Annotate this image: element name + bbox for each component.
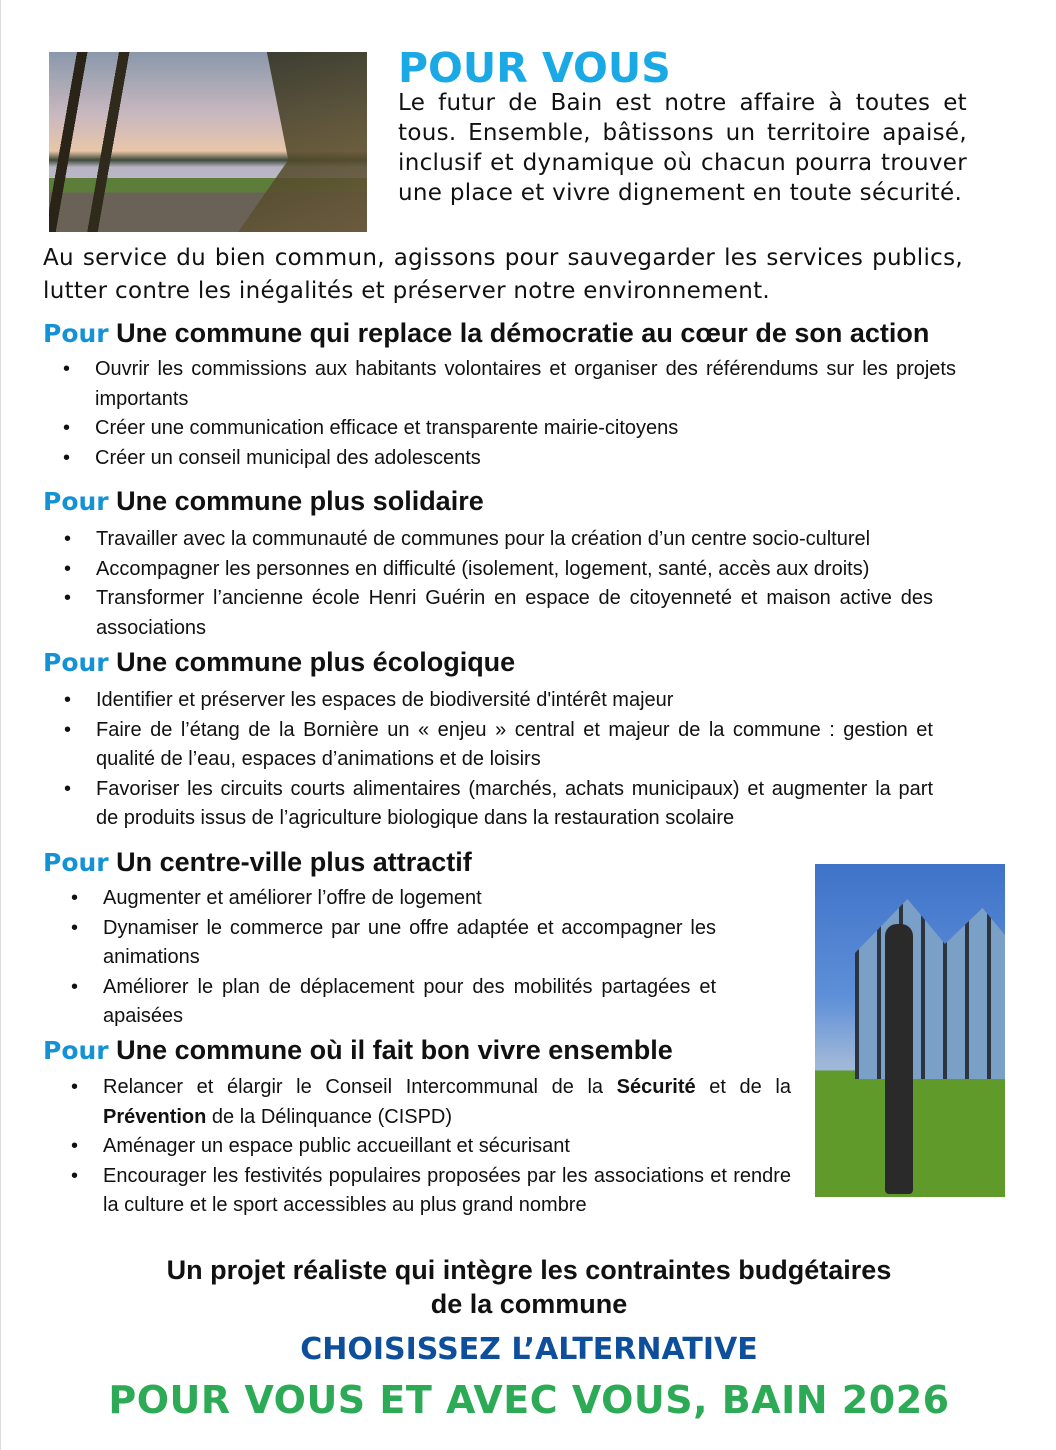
list-item xyxy=(103,1073,791,1132)
list-item: • Identifier et préserver les espaces de biodiversité d'intérêt majeur xyxy=(96,686,933,716)
item-text: de la Délinquance (CISPD) xyxy=(206,1105,453,1128)
list-item: • Travailler avec la communauté de communes pour la création d’un centre socio-culturel xyxy=(96,525,933,555)
cta-text: CHOISISSEZ L’ALTERNATIVE xyxy=(300,1332,758,1367)
pour-label: Pour xyxy=(43,848,109,877)
list-ecologique xyxy=(96,686,933,834)
list-item: • Encourager les festivités populaires proposées par les associations et rendre la culture et le sport accessibles au plus grand nombre xyxy=(103,1162,791,1221)
section-heading-vivre-ensemble xyxy=(43,1034,673,1067)
list-centre-ville xyxy=(103,884,716,1032)
list-item: • Favoriser les circuits courts alimentaires (marchés, achats municipaux) et augmenter la part de produits issus de l’agriculture biologique dans la restauration scolaire xyxy=(96,775,933,834)
budget-note xyxy=(1,1253,1056,1321)
section-heading-centre-ville xyxy=(43,846,472,879)
item-text: Relancer et élargir le Conseil Intercommunal de la xyxy=(103,1076,617,1098)
section-heading-solidaire xyxy=(43,485,484,518)
list-item: • Faire de l’étang de la Bornière un « enjeu » central et majeur de la commune : gestion et qualité de l’eau, espaces d’animations et de loisirs xyxy=(96,716,933,775)
list-item: • Améliorer le plan de déplacement pour des mobilités partagées et apaisées xyxy=(103,973,716,1032)
list-item: • Créer un conseil municipal des adolescents xyxy=(95,444,956,474)
intro-text: Le futur de Bain est notre affaire à toutes et tous. Ensemble, bâtissons un territoire apaisé, inclusif et dynamique où chacun pourra trouver une place et vivre dignement en toute sécurité. xyxy=(398,90,967,206)
item-text: et de la xyxy=(695,1076,791,1098)
budget-note-line2: de la commune xyxy=(430,1289,628,1319)
list-vivre-ensemble xyxy=(103,1073,791,1221)
section-title: Une commune plus solidaire xyxy=(116,486,484,516)
section-title: Un centre-ville plus attractif xyxy=(116,847,472,877)
section-title: Une commune qui replace la démocratie au cœur de son action xyxy=(116,318,930,348)
section-heading-democratie xyxy=(43,317,929,350)
list-solidaire xyxy=(96,525,933,643)
item-bold: Sécurité xyxy=(616,1076,696,1098)
list-item: • Créer une communication efficace et transparente mairie-citoyens xyxy=(95,414,956,444)
pour-label: Pour xyxy=(43,648,109,677)
pour-label: Pour xyxy=(43,319,109,348)
budget-note-line1: Un projet réaliste qui intègre les contraintes budgétaires xyxy=(166,1255,892,1285)
section-title: Une commune où il fait bon vivre ensemble xyxy=(116,1035,673,1065)
item-bold: Prévention xyxy=(103,1105,207,1128)
list-item: • Accompagner les personnes en difficulté (isolement, logement, santé, accès aux droits) xyxy=(96,555,933,585)
sculpture-building-photo xyxy=(815,864,1005,1197)
list-item: • Augmenter et améliorer l’offre de logement xyxy=(103,884,716,914)
page-title: POUR VOUS xyxy=(398,44,671,92)
intro-text-2: Au service du bien commun, agissons pour sauvegarder les services publics, lutter contre les inégalités et préserver notre environnement. xyxy=(43,245,963,304)
list-item: • Ouvrir les commissions aux habitants volontaires et organiser des référendums sur les projets importants xyxy=(95,355,956,414)
section-heading-ecologique xyxy=(43,646,515,679)
list-item: • Dynamiser le commerce par une offre adaptée et accompagner les animations xyxy=(103,914,716,973)
lake-photo xyxy=(49,52,367,232)
pour-label: Pour xyxy=(43,487,109,516)
list-item: • Aménager un espace public accueillant et sécurisant xyxy=(103,1132,791,1162)
section-title: Une commune plus écologique xyxy=(116,647,516,677)
slogan: POUR VOUS ET AVEC VOUS, BAIN 2026 xyxy=(108,1378,950,1422)
pour-label: Pour xyxy=(43,1036,109,1065)
list-item: • Transformer l’ancienne école Henri Guérin en espace de citoyenneté et maison active des associations xyxy=(96,584,933,643)
list-democratie xyxy=(95,355,956,473)
